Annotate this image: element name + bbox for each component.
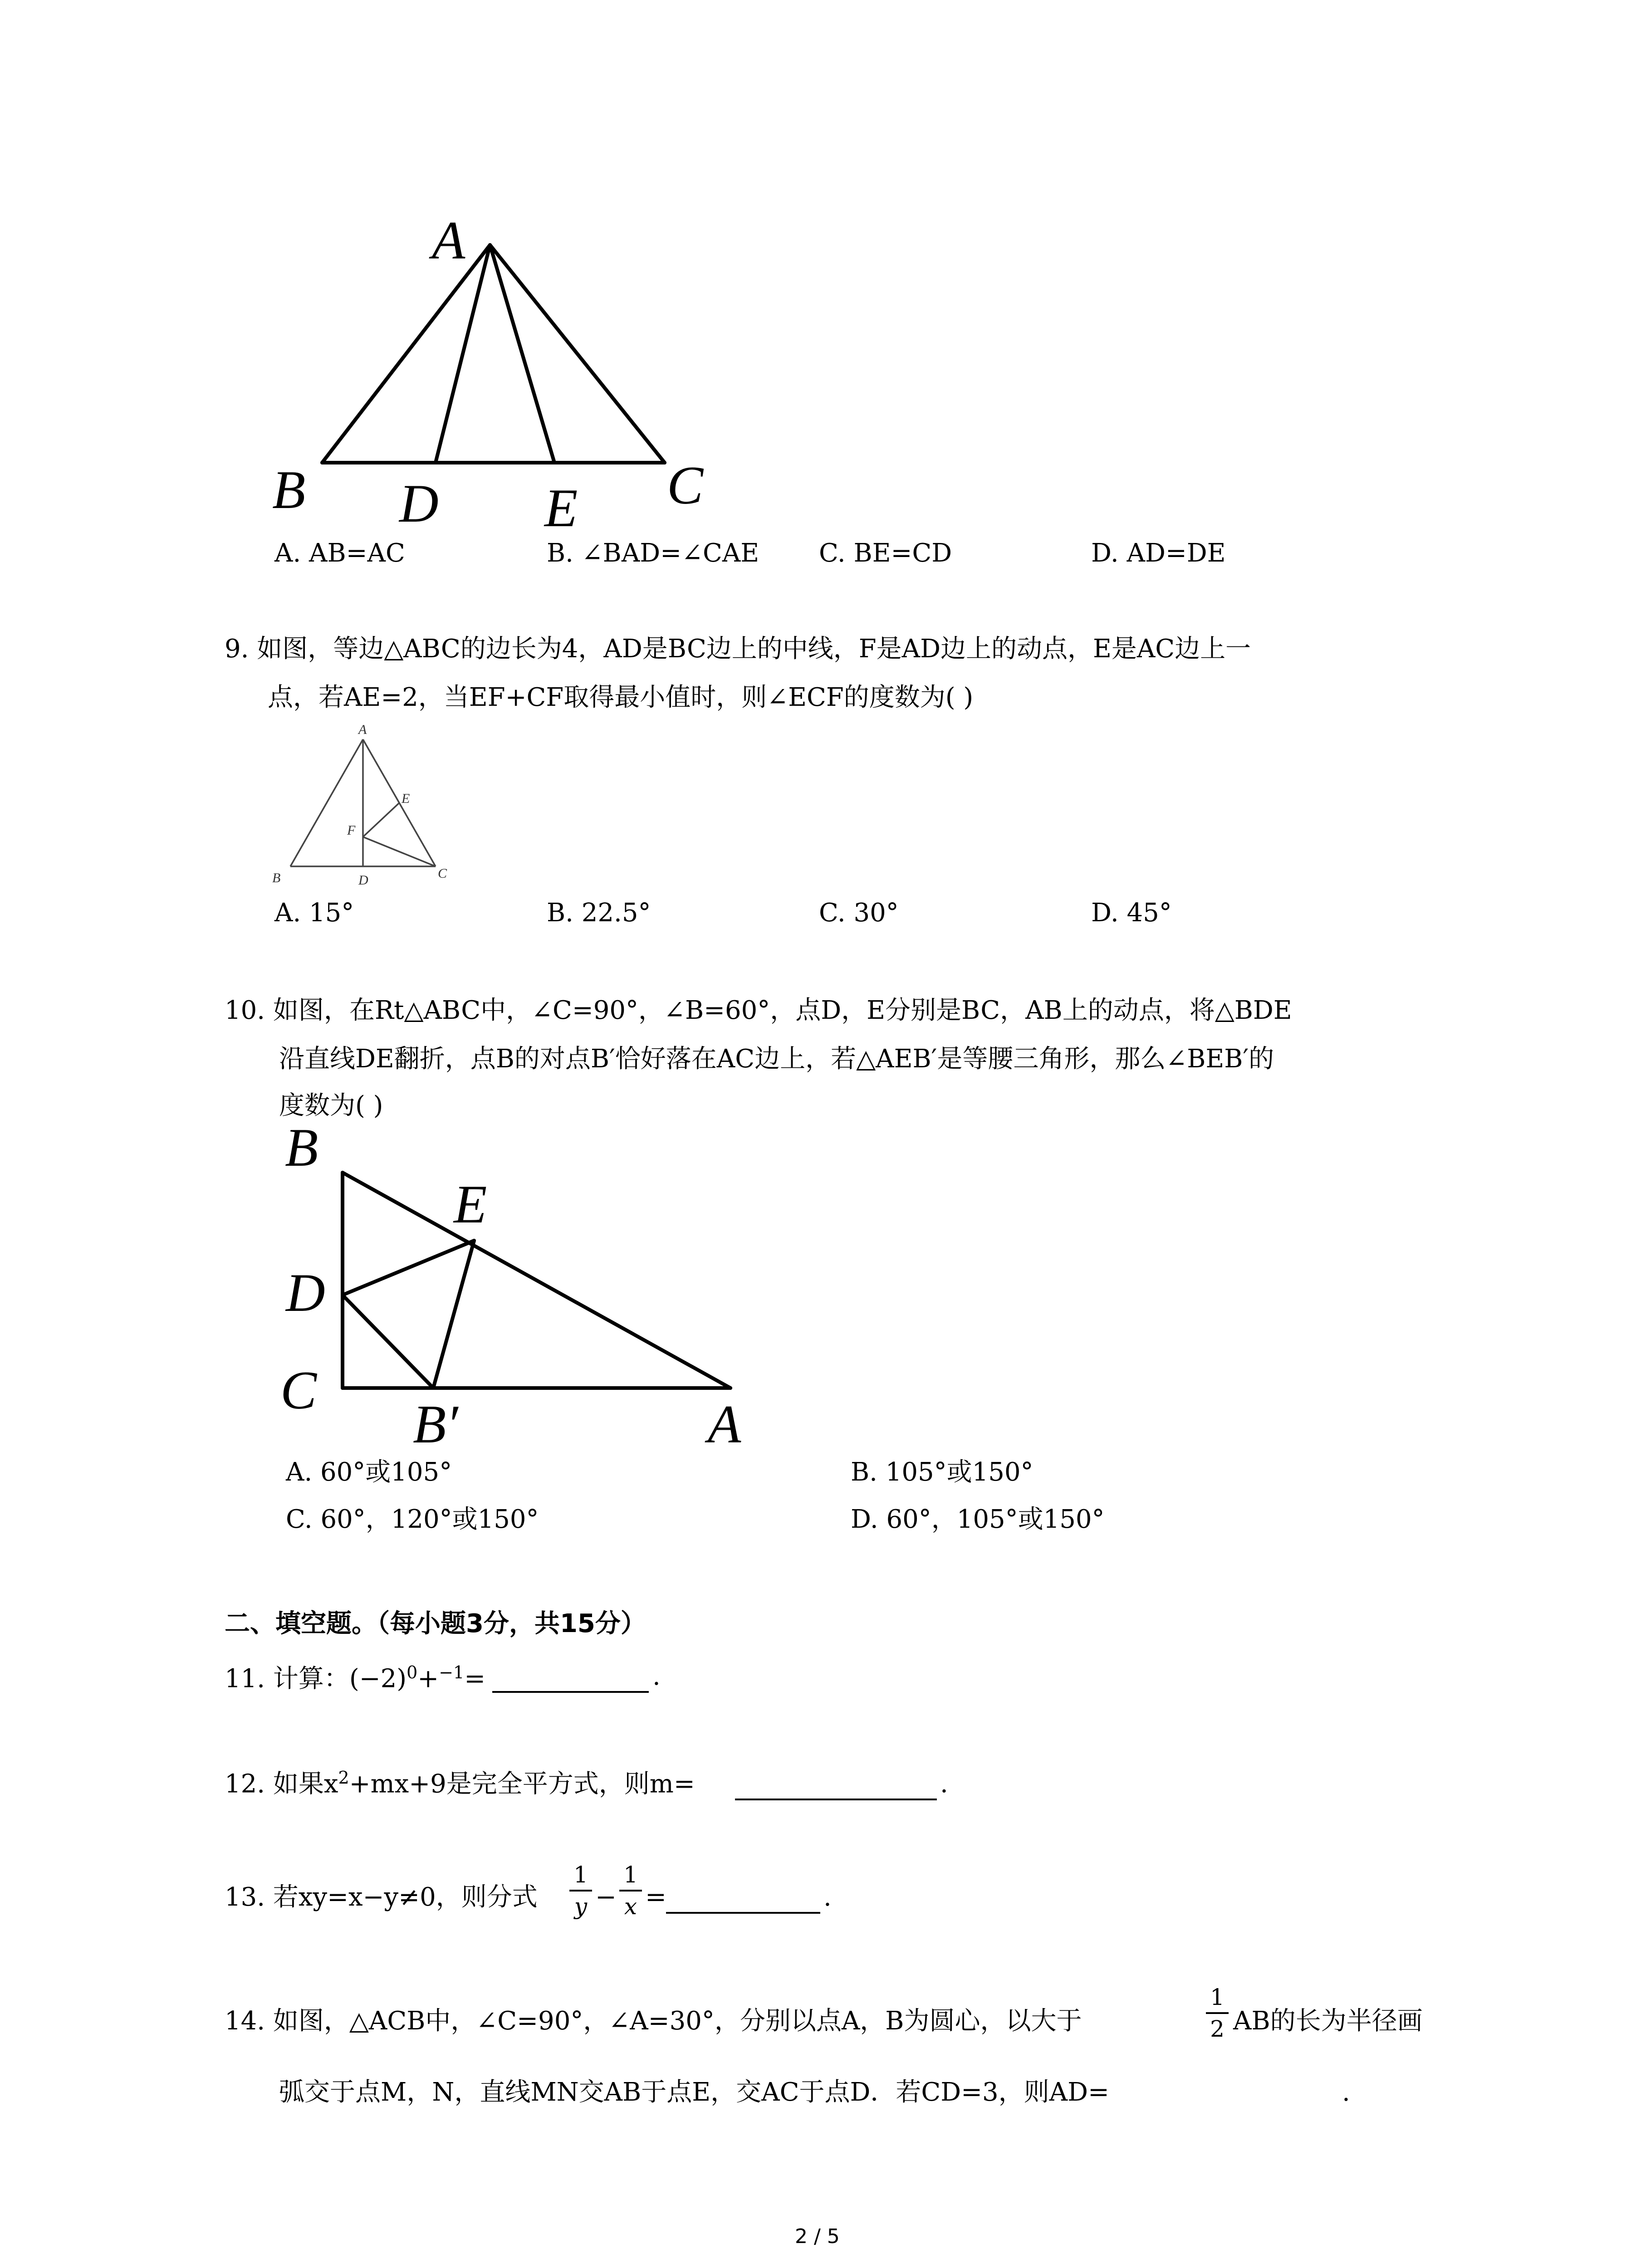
q9-text-line2: 点，若AE=2，当EF+CF取得最小值时，则∠ECF的度数为( ) [268, 683, 974, 712]
q11-plus: + [417, 1664, 439, 1694]
q14-frac-numerator: 1 [1210, 1984, 1225, 2010]
q12-question [225, 1769, 695, 1797]
q11-text-before: 11. 计算：(−2) [225, 1664, 407, 1694]
q12-exponent: 2 [338, 1768, 349, 1788]
page-number: 2 / 5 [795, 2225, 840, 2248]
q9-label-a: A [358, 722, 367, 737]
q10-option-d: D. 60°，105°或150° [851, 1505, 1105, 1534]
q13-equals: = [645, 1882, 666, 1912]
q9-label-d: D [358, 873, 368, 888]
q13-text-before: 13. 若xy=x−y≠0，则分式 [225, 1882, 538, 1912]
q10-option-b: B. 105°或150° [851, 1457, 1034, 1487]
q10-label-b: B [285, 1125, 318, 1178]
q13-answer-blank[interactable] [666, 1912, 820, 1914]
q10-label-bprime: B′ [413, 1394, 458, 1452]
q12-answer-blank[interactable] [735, 1799, 937, 1800]
q10-label-c: C [280, 1360, 317, 1420]
q12-text-before: 12. 如果x [225, 1769, 338, 1799]
q14-text-line1-before: 14. 如图，△ACB中，∠C=90°，∠A=30°，分别以点A，B为圆心，以大于 [225, 2006, 1082, 2036]
q9-label-e: E [402, 791, 410, 806]
section-2-heading: 二、填空题。（每小题3分，共15分） [225, 1609, 646, 1638]
q9-label-c: C [438, 866, 447, 881]
q14-frac-denominator: 2 [1210, 2016, 1225, 2042]
q9-option-a: A. 15° [274, 898, 354, 928]
q8-option-b: B. ∠BAD=∠CAE [547, 538, 759, 568]
q12-period: . [940, 1769, 948, 1799]
q8-segment-ac [490, 245, 665, 463]
q10-label-a: A [708, 1394, 741, 1452]
q9-option-d: D. 45° [1091, 898, 1172, 928]
q11-question [225, 1664, 485, 1692]
q9-option-c: C. 30° [819, 898, 899, 928]
q13-period: . [823, 1882, 832, 1912]
q8-option-d: D. AD=DE [1091, 538, 1226, 568]
q14-fraction-one-half [1206, 1986, 1229, 2040]
q11-exponent-neg-one: −1 [439, 1662, 465, 1682]
q8-option-a: A. AB=AC [274, 538, 405, 568]
q10-label-d: D [286, 1262, 325, 1323]
q8-label-e: E [544, 478, 578, 535]
q13-fraction-1-over-y [569, 1863, 592, 1918]
q8-segment-ae [490, 245, 554, 463]
q14-period: . [1342, 2077, 1350, 2107]
q9-label-f: F [347, 823, 356, 838]
q11-exponent-zero: 0 [407, 1662, 418, 1682]
q8-label-d: D [399, 473, 439, 533]
q14-answer-blank[interactable] [1193, 2068, 1329, 2100]
q9-label-b: B [272, 870, 281, 885]
q10-triangle-figure [272, 1125, 771, 1452]
q10-option-c: C. 60°，120°或150° [286, 1505, 539, 1534]
q14-text-line1-after: AB的长为半径画 [1233, 2006, 1423, 2036]
q10-text-line1: 10. 如图，在Rt△ABC中，∠C=90°，∠B=60°，点D，E分别是BC，AB上的动点，将△BDE [225, 996, 1292, 1025]
q9-text-line1: 9. 如图，等边△ABC的边长为4，AD是BC边上的中线，F是AD边上的动点，E是AC边上一 [225, 634, 1251, 664]
q10-option-a: A. 60°或105° [286, 1457, 452, 1487]
q13-minus: − [595, 1882, 617, 1912]
q10-label-e: E [454, 1174, 487, 1234]
q13-frac1-denominator: y [574, 1893, 588, 1920]
q13-frac2-numerator: 1 [623, 1862, 638, 1888]
q11-equals: = [464, 1664, 486, 1694]
q11-period: . [652, 1662, 661, 1691]
q8-triangle-figure [263, 209, 762, 535]
q8-label-b: B [272, 459, 306, 520]
q13-fraction-1-over-x [619, 1863, 642, 1918]
q9-triangle-figure [263, 721, 463, 894]
q12-text-after: +mx+9是完全平方式，则m= [349, 1769, 695, 1799]
q8-label-a: A [432, 210, 465, 270]
q8-segment-ab [322, 245, 490, 463]
q8-label-c: C [667, 455, 704, 515]
q11-answer-blank[interactable] [492, 1691, 649, 1693]
q13-frac1-numerator: 1 [573, 1862, 588, 1888]
q10-text-line3: 度数为( ) [279, 1091, 383, 1120]
q10-text-line2: 沿直线DE翻折，点B的对点B′恰好落在AC边上，若△AEB′是等腰三角形，那么∠BEB′的 [279, 1044, 1274, 1074]
q14-text-line2: 弧交于点M，N，直线MN交AB于点E，交AC于点D．若CD=3，则AD= [279, 2077, 1109, 2107]
q8-option-c: C. BE=CD [819, 538, 952, 568]
q9-option-b: B. 22.5° [547, 898, 651, 928]
q13-frac2-denominator: x [624, 1893, 637, 1920]
